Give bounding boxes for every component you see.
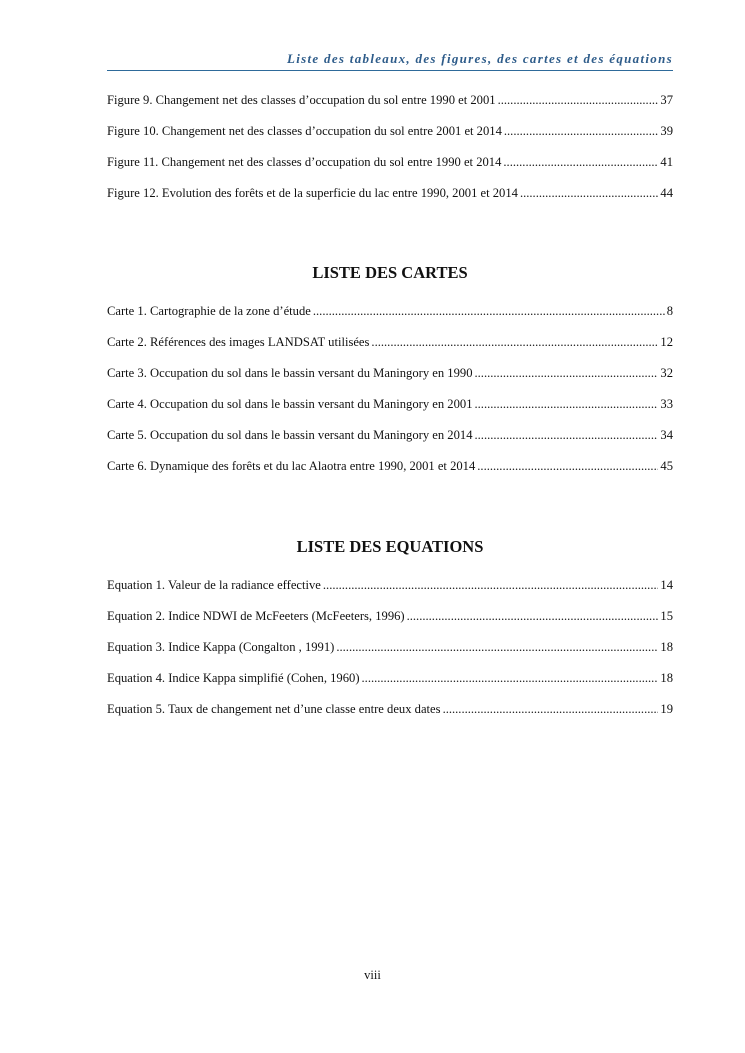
- entry-page: 14: [660, 578, 673, 592]
- toc-entry[interactable]: [107, 186, 673, 217]
- entry-title: Carte 6. Dynamique des forêts et du lac Alaotra entre 1990, 2001 et 2014: [107, 459, 476, 473]
- dot-leader: [371, 335, 658, 350]
- entry-title: Carte 3. Occupation du sol dans le bassin versant du Maningory en 1990: [107, 366, 473, 380]
- entry-title: Carte 1. Cartographie de la zone d’étude: [107, 304, 311, 318]
- cartes-heading: LISTE DES CARTES: [312, 263, 468, 282]
- entry-page: 32: [660, 366, 673, 380]
- entry-page: 41: [660, 155, 673, 169]
- toc-entry[interactable]: [107, 702, 673, 733]
- figures-list: [107, 93, 673, 217]
- entry-page: 37: [660, 93, 673, 107]
- dot-leader: [475, 366, 659, 381]
- entry-title: Figure 12. Evolution des forêts et de la superficie du lac entre 1990, 2001 et 2014: [107, 186, 518, 200]
- toc-entry[interactable]: [107, 578, 673, 609]
- entry-page: 39: [660, 124, 673, 138]
- running-header: Liste des tableaux, des figures, des cartes et des équations: [107, 51, 673, 71]
- entry-title: Figure 9. Changement net des classes d’occupation du sol entre 1990 et 2001: [107, 93, 496, 107]
- entry-title: Equation 3. Indice Kappa (Congalton , 1991): [107, 640, 335, 654]
- dot-leader: [313, 304, 665, 319]
- entry-title: Carte 2. Références des images LANDSAT utilisées: [107, 335, 370, 349]
- entry-title: Figure 10. Changement net des classes d’occupation du sol entre 2001 et 2014: [107, 124, 502, 138]
- entry-page: 33: [660, 397, 673, 411]
- dot-leader: [407, 609, 659, 624]
- dot-leader: [503, 155, 658, 170]
- equations-list: [107, 578, 673, 733]
- dot-leader: [475, 397, 659, 412]
- dot-leader: [477, 459, 658, 474]
- dot-leader: [498, 93, 659, 108]
- dot-leader: [504, 124, 659, 139]
- toc-entry[interactable]: [107, 124, 673, 155]
- dot-leader: [520, 186, 658, 201]
- toc-entry[interactable]: [107, 155, 673, 186]
- dot-leader: [475, 428, 659, 443]
- toc-entry[interactable]: [107, 609, 673, 640]
- entry-page: 18: [660, 640, 673, 654]
- entry-title: Equation 5. Taux de changement net d’une classe entre deux dates: [107, 702, 441, 716]
- toc-entry[interactable]: [107, 335, 673, 366]
- cartes-list: [107, 304, 673, 490]
- entry-page: 15: [660, 609, 673, 623]
- toc-entry[interactable]: [107, 304, 673, 335]
- entry-page: 34: [660, 428, 673, 442]
- dot-leader: [336, 640, 658, 655]
- entry-title: Carte 4. Occupation du sol dans le bassin versant du Maningory en 2001: [107, 397, 473, 411]
- entry-title: Figure 11. Changement net des classes d’occupation du sol entre 1990 et 2014: [107, 155, 502, 169]
- entry-title: Carte 5. Occupation du sol dans le bassin versant du Maningory en 2014: [107, 428, 473, 442]
- toc-entry[interactable]: [107, 397, 673, 428]
- equations-heading: LISTE DES EQUATIONS: [296, 537, 484, 556]
- entry-page: 45: [660, 459, 673, 473]
- entry-page: 44: [660, 186, 673, 200]
- entry-title: Equation 4. Indice Kappa simplifié (Cohen, 1960): [107, 671, 360, 685]
- toc-entry[interactable]: [107, 428, 673, 459]
- dot-leader: [362, 671, 659, 686]
- toc-entry[interactable]: [107, 640, 673, 671]
- dot-leader: [323, 578, 659, 593]
- entry-page: 8: [666, 304, 673, 318]
- toc-entry[interactable]: [107, 93, 673, 124]
- entry-title: Equation 1. Valeur de la radiance effective: [107, 578, 321, 592]
- entry-page: 12: [660, 335, 673, 349]
- entry-page: 18: [660, 671, 673, 685]
- dot-leader: [443, 702, 659, 717]
- entry-title: Equation 2. Indice NDWI de McFeeters (McFeeters, 1996): [107, 609, 405, 623]
- toc-entry[interactable]: [107, 366, 673, 397]
- toc-entry[interactable]: [107, 459, 673, 490]
- toc-entry[interactable]: [107, 671, 673, 702]
- entry-page: 19: [660, 702, 673, 716]
- page-number: viii: [364, 968, 381, 982]
